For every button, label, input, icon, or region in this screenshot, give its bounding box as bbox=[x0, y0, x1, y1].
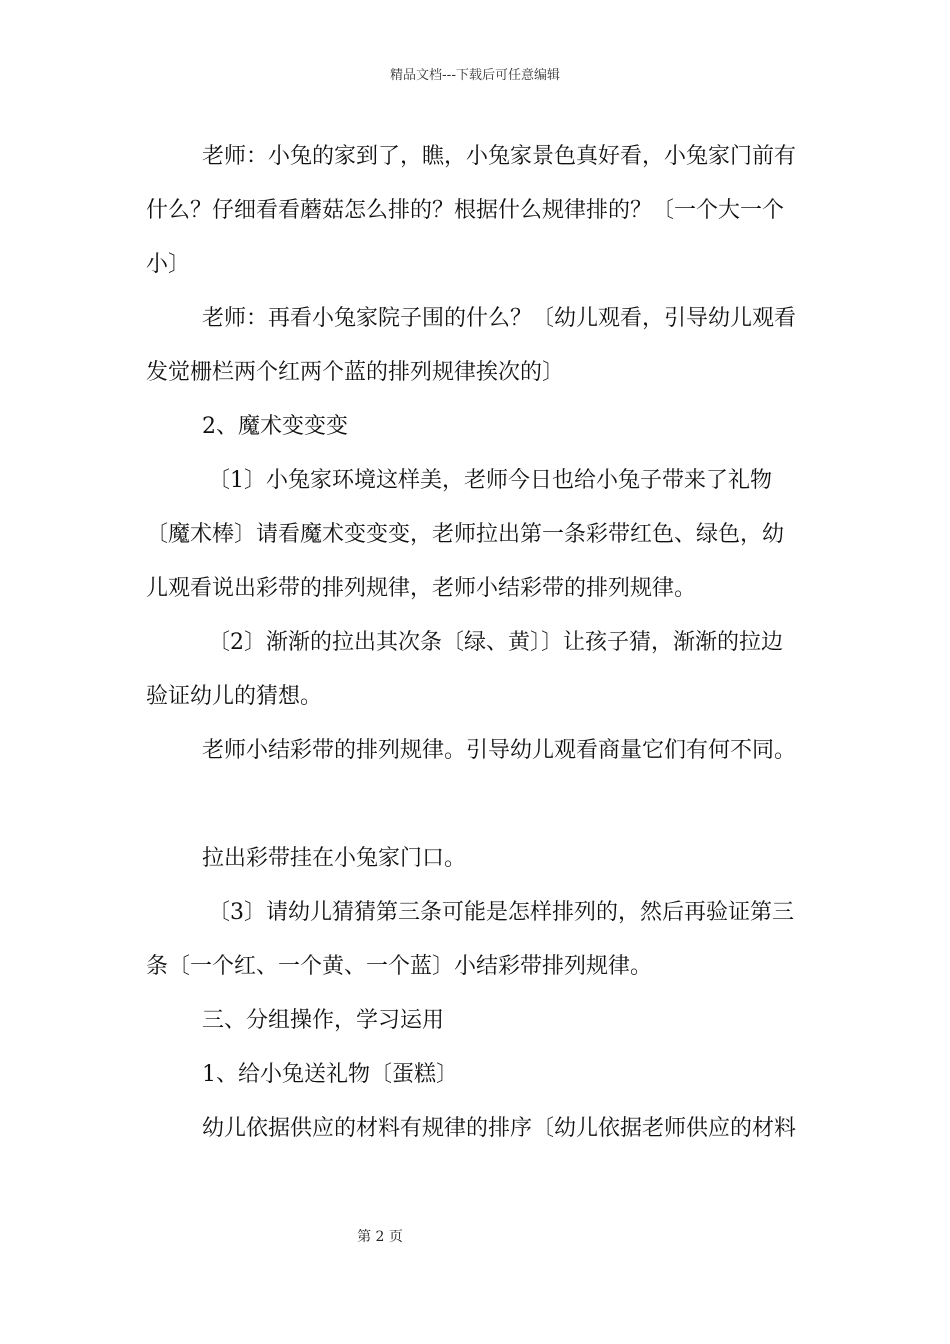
paragraph-line: 拉出彩带挂在小兔家门口。 bbox=[202, 846, 467, 871]
paragraph-line: 〔2〕渐渐的拉出其次条〔绿、黄〕〕让孩子猜，渐渐的拉边 bbox=[208, 630, 783, 655]
paragraph-line: 〔魔术棒〕请看魔术变变变，老师拉出第一条彩带红色、绿色，幼 bbox=[146, 522, 785, 547]
paragraph-line: 小〕 bbox=[146, 252, 191, 277]
paragraph-line: 条〔一个红、一个黄、一个蓝〕小结彩带排列规律。 bbox=[146, 954, 653, 979]
section-heading: 三、分组操作，学习运用 bbox=[202, 1008, 445, 1033]
paragraph-line: 老师小结彩带的排列规律。引导幼儿观看商量它们有何不同。 bbox=[202, 738, 797, 763]
section-heading: 2、魔术变变变 bbox=[202, 414, 348, 439]
paragraph-line: 老师：再看小兔家院子围的什么？〔幼儿观看，引导幼儿观看 bbox=[202, 306, 797, 331]
page-number: 第 2 页 bbox=[357, 1229, 403, 1245]
paragraph-line: 儿观看说出彩带的排列规律，老师小结彩带的排列规律。 bbox=[146, 576, 697, 601]
paragraph-line: 发觉栅栏两个红两个蓝的排列规律挨次的〕 bbox=[146, 360, 565, 385]
paragraph-line: 什么？仔细看看蘑菇怎么排的？根据什么规律排的？〔一个大一个 bbox=[146, 198, 785, 223]
paragraph-line: 老师：小兔的家到了，瞧，小兔家景色真好看，小兔家门前有 bbox=[202, 144, 797, 169]
paragraph-line: 幼儿依据供应的材料有规律的排序〔幼儿依据老师供应的材料 bbox=[202, 1116, 797, 1141]
blank-gap bbox=[146, 778, 808, 832]
paragraph-line: 〔1〕小兔家环境这样美，老师今日也给小兔子带来了礼物 bbox=[208, 468, 772, 493]
document-body bbox=[146, 130, 808, 1156]
page-header: 精品文档---下载后可任意编辑 bbox=[389, 68, 561, 83]
paragraph-line: 〔3〕请幼儿猜猜第三条可能是怎样排列的，然后再验证第三 bbox=[208, 900, 794, 925]
section-heading: 1、给小兔送礼物〔蛋糕〕 bbox=[202, 1062, 458, 1087]
paragraph-line: 验证幼儿的猜想。 bbox=[146, 684, 323, 709]
